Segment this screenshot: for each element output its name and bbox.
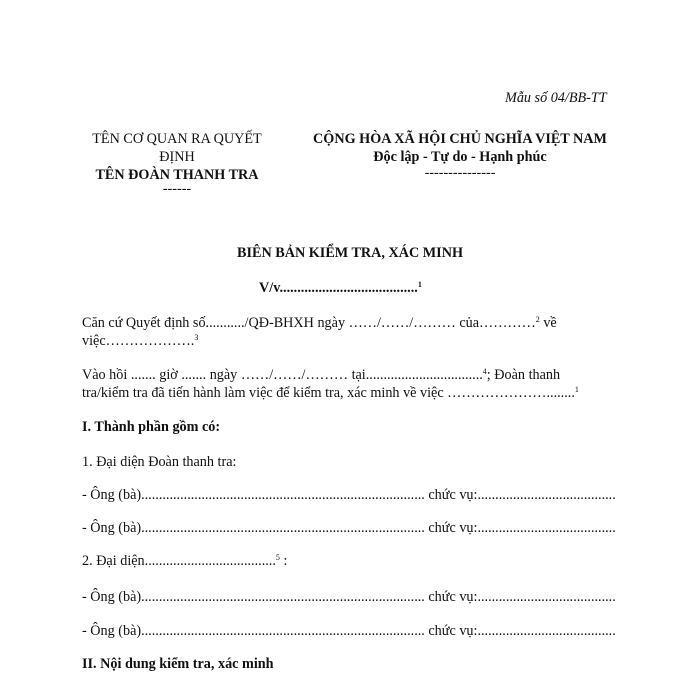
footnote-marker: 1 [574,385,579,394]
footnote-marker: 4 [482,367,487,376]
subject-text: V/v....................................... [259,280,418,296]
person-line: - Ông (bà)................................................................................ chức vụ:....................................... [82,487,616,503]
group-2-label [82,553,287,570]
basis-text: Căn cứ Quyết định số.........../QĐ-BHXH ngày ……/……/……… của………… [82,315,536,331]
group-2-tail: : [279,553,288,569]
person-line: - Ông (bà)................................................................................ chức vụ:....................................... [82,623,616,639]
document-title: BIÊN BẢN KIỂM TRA, XÁC MINH [237,245,463,261]
group-2-text: 2. Đại diện..................................... [82,553,276,569]
basis-line1 [82,315,557,332]
person-line: - Ông (bà)................................................................................ chức vụ:....................................... [82,589,616,605]
section-2-heading: II. Nội dung kiểm tra, xác minh [82,656,274,672]
left-header-rule: ------ [162,181,192,197]
footnote-marker: 5 [275,553,280,562]
basis-tail: về [539,315,557,331]
basis-text: việc………………. [82,333,195,349]
basis-line2 [82,333,198,350]
meeting-line2 [82,385,579,402]
footnote-marker: 1 [417,280,422,289]
org-name-line2: ĐỊNH [159,149,195,165]
footnote-marker: 2 [535,315,540,324]
form-code: Mẫu số 04/BB-TT [505,90,607,106]
meeting-text: Vào hồi ....... giờ ....... ngày ……/……/……… tại................................. [82,367,483,383]
motto: Độc lập - Tự do - Hạnh phúc [373,149,547,165]
group-1-label: 1. Đại diện Đoàn thanh tra: [82,454,237,470]
document-subject [259,280,422,297]
org-name-line1: TÊN CƠ QUAN RA QUYẾT [92,131,262,147]
inspection-team-name: TÊN ĐOÀN THANH TRA [95,167,259,183]
meeting-tail: ; Đoàn thanh [486,367,561,383]
meeting-line1 [82,367,560,384]
section-1-heading: I. Thành phần gồm có: [82,419,221,435]
footnote-marker: 3 [194,333,199,342]
right-header-rule: --------------- [424,165,496,181]
nation-name: CỘNG HÒA XÃ HỘI CHỦ NGHĨA VIỆT NAM [313,131,607,147]
person-line: - Ông (bà)................................................................................ chức vụ:....................................... [82,520,616,536]
meeting-text: tra/kiểm tra đã tiến hành làm việc để kiểm tra, xác minh về việc …………………........ [82,385,575,401]
